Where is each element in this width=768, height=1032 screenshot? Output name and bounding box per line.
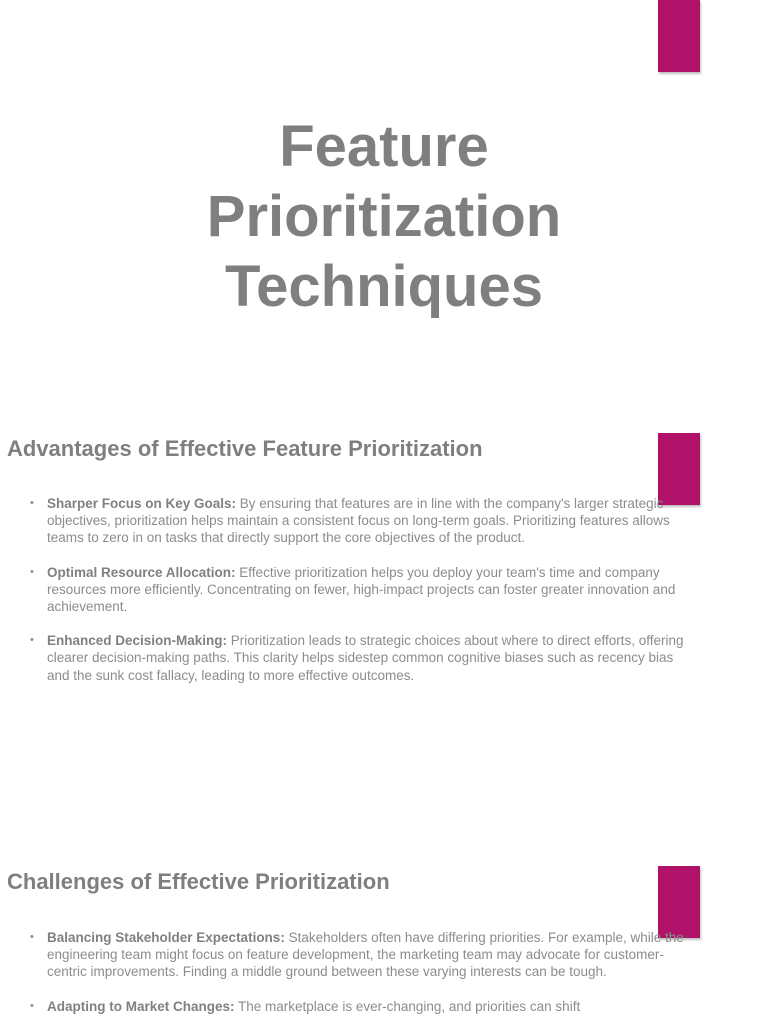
list-item-term: Optimal Resource Allocation: xyxy=(47,564,236,580)
bullet-icon: • xyxy=(30,497,34,509)
list-item xyxy=(28,495,688,547)
challenges-list xyxy=(28,929,688,1032)
list-item-term: Sharper Focus on Key Goals: xyxy=(47,496,237,511)
list-item-text: Stakeholders often have differing priorities. For example, while the engineering team might focus on feature development, the marketing team may advocate for customer-centric improvements. Finding a middle ground between these varying interests can be tough. xyxy=(47,930,684,980)
title-line-1: Feature xyxy=(279,114,489,179)
bullet-icon: • xyxy=(30,634,34,647)
list-item-term: Enhanced Decision-Making: xyxy=(47,633,228,649)
bullet-icon: • xyxy=(30,931,34,943)
page-title xyxy=(0,112,768,322)
list-item xyxy=(28,998,688,1015)
advantages-heading: Advantages of Effective Feature Prioritization xyxy=(7,436,483,461)
list-item-text: By ensuring that features are in line with the company's larger strategic objectives, prioritization helps maintain a consistent focus on long-term goals. Prioritizing features allows teams to zero in on tasks that directly support the core objectives of the product. xyxy=(47,496,670,546)
list-item xyxy=(28,929,688,981)
list-item-text: Effective prioritization helps you deploy your team's time and company resources more efficiently. Concentrating on fewer, high-impact projects can foster greater innovation and achievement. xyxy=(47,564,676,615)
bullet-icon: • xyxy=(30,999,34,1012)
list-item xyxy=(28,564,688,616)
list-item-term: Adapting to Market Changes: xyxy=(47,998,235,1014)
list-item xyxy=(28,632,688,684)
bullet-icon: • xyxy=(30,565,34,578)
list-item-term: Balancing Stakeholder Expectations: xyxy=(47,930,285,945)
advantages-list xyxy=(28,495,688,701)
accent-bar-challenges xyxy=(658,866,700,938)
accent-bar-top xyxy=(658,0,700,72)
title-line-3: Techniques xyxy=(225,254,543,319)
title-line-2: Prioritization xyxy=(206,184,562,249)
list-item-text: Prioritization leads to strategic choices about where to direct efforts, offering clearer decision-making paths. This clarity helps sidestep common cognitive biases such as recency bias and the sunk cost fallacy, leading to more effective outcomes. xyxy=(47,633,684,683)
challenges-heading: Challenges of Effective Prioritization xyxy=(7,869,390,894)
list-item-text: The marketplace is ever-changing, and priorities can shift xyxy=(234,998,581,1014)
